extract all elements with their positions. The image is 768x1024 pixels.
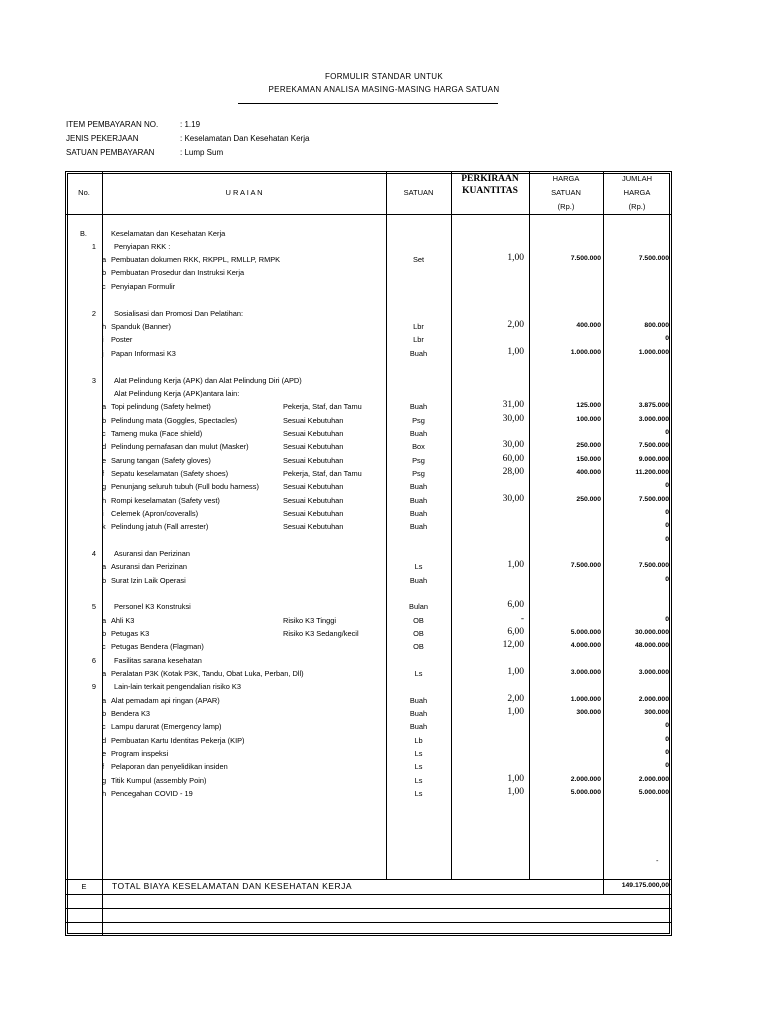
row-letter: e <box>102 749 107 758</box>
row-description: Sepatu keselamatan (Safety shoes) <box>111 469 229 478</box>
column-header-jumlah-3: (Rp.) <box>628 202 646 211</box>
row-unit: Lb <box>414 736 423 745</box>
row-description: Poster <box>111 335 133 344</box>
blank-row-rule-2 <box>66 922 671 923</box>
row-unit: Buah <box>409 722 428 731</box>
row-number: B. <box>80 229 87 238</box>
row-unit: Buah <box>409 576 428 585</box>
row-amount: 0 <box>665 509 669 516</box>
row-amount: 48.000.000 <box>634 642 669 649</box>
row-unit: Bulan <box>409 602 428 611</box>
row-description: Asuransi dan Perizinan <box>114 549 191 558</box>
row-amount: 7.500.000 <box>638 255 669 262</box>
row-description: Lain-lain terkait pengendalian risiko K3 <box>114 682 241 691</box>
row-amount: 0 <box>665 335 669 342</box>
meta-label: SATUAN PEMBAYARAN <box>66 148 155 157</box>
row-letter: g <box>102 776 107 785</box>
row-amount: 5.000.000 <box>638 789 669 796</box>
row-quantity: 2,00 <box>507 320 524 330</box>
row-letter: a <box>102 562 107 571</box>
row-amount: 0 <box>665 429 669 436</box>
row-description: Rompi keselamatan (Safety vest) <box>111 496 220 505</box>
row-description: Pembuatan Prosedur dan Instruksi Kerja <box>111 268 245 277</box>
header-rule <box>66 214 671 215</box>
row-unit-price: 250.000 <box>576 442 601 449</box>
row-description: Fasilitas sarana kesehatan <box>114 656 202 665</box>
row-description: Petugas Bendera (Flagman) <box>111 642 204 651</box>
row-description: Spanduk (Banner) <box>111 322 171 331</box>
row-letter: e <box>102 456 107 465</box>
row-quantity: 28,00 <box>502 467 524 477</box>
row-letter: a <box>102 669 107 678</box>
row-description: Sarung tangan (Safety gloves) <box>111 456 211 465</box>
row-unit: Set <box>412 255 425 264</box>
total-row-no: E <box>81 882 87 891</box>
row-unit: Ls <box>414 789 423 798</box>
row-description: Peralatan P3K (Kotak P3K, Tandu, Obat Luka, Perban, Dll) <box>111 669 304 678</box>
row-note: Sesuai Kebutuhan <box>283 509 344 518</box>
row-description: Surat Izin Laik Operasi <box>111 576 186 585</box>
row-note: Risiko K3 Tinggi <box>283 616 336 625</box>
meta-value: : Keselamatan Dan Kesehatan Kerja <box>180 134 310 143</box>
row-letter: c <box>102 642 106 651</box>
row-quantity: 1,00 <box>507 560 524 570</box>
row-letter: h <box>102 496 107 505</box>
row-letter: k <box>102 522 106 531</box>
row-quantity: 30,00 <box>502 414 524 424</box>
row-description: Bendera K3 <box>111 709 151 718</box>
row-quantity: 30,00 <box>502 494 524 504</box>
row-amount: 0 <box>665 749 669 756</box>
row-unit-price: 150.000 <box>576 456 601 463</box>
row-unit-price: 250.000 <box>576 496 601 503</box>
row-description: Lampu darurat (Emergency lamp) <box>111 722 222 731</box>
row-letter: b <box>102 576 107 585</box>
row-description: Petugas K3 <box>111 629 150 638</box>
row-letter: g <box>102 482 107 491</box>
row-note: Sesuai Kebutuhan <box>283 522 344 531</box>
row-quantity: 1,00 <box>507 667 524 677</box>
row-unit: OB <box>413 616 424 625</box>
row-number: 6 <box>91 656 96 665</box>
column-header-uraian: U R A I A N <box>225 188 263 197</box>
row-letter: h <box>102 322 107 331</box>
row-note: Sesuai Kebutuhan <box>283 416 344 425</box>
divider-kuantitas <box>529 172 530 879</box>
row-amount: 1.000.000 <box>638 349 669 356</box>
row-letter: b <box>102 416 107 425</box>
row-quantity: - <box>520 614 524 624</box>
row-unit: Ls <box>414 562 423 571</box>
row-number: 2 <box>91 309 96 318</box>
row-quantity: 1,00 <box>507 253 524 263</box>
row-description: Sosialisasi dan Promosi Dan Pelatihan: <box>114 309 243 318</box>
row-letter: d <box>102 442 107 451</box>
row-unit-price: 4.000.000 <box>570 642 601 649</box>
row-letter: a <box>102 696 107 705</box>
row-amount: 7.500.000 <box>638 496 669 503</box>
row-number: 1 <box>91 242 96 251</box>
column-header-harga-1: HARGA <box>552 174 580 183</box>
row-description: Penunjang seluruh tubuh (Full bodu harness) <box>111 482 259 491</box>
row-amount: 2.000.000 <box>638 696 669 703</box>
row-amount: 0 <box>665 576 669 583</box>
row-letter: c <box>102 282 106 291</box>
row-unit-price: 300.000 <box>576 709 601 716</box>
row-quantity: 1,00 <box>507 707 524 717</box>
row-description: Pencegahan COVID - 19 <box>111 789 193 798</box>
row-quantity: 6,00 <box>507 627 524 637</box>
row-unit: Psg <box>412 416 425 425</box>
row-amount: 0 <box>665 616 669 623</box>
row-number: 4 <box>91 549 96 558</box>
row-unit-price: 125.000 <box>576 402 601 409</box>
row-unit: Box <box>412 442 425 451</box>
stray-dash: - <box>656 856 659 865</box>
row-amount: 3.000.000 <box>638 416 669 423</box>
column-header-satuan: SATUAN <box>403 188 434 197</box>
meta-label: ITEM PEMBAYARAN NO. <box>66 120 159 129</box>
row-unit: Buah <box>409 496 428 505</box>
row-number: 5 <box>91 602 96 611</box>
row-unit: Ls <box>414 762 423 771</box>
row-description: Penyiapan Formulir <box>111 282 176 291</box>
row-description: Program inspeksi <box>111 749 169 758</box>
row-unit: Ls <box>414 749 423 758</box>
row-letter: d <box>102 736 107 745</box>
row-unit-price: 7.500.000 <box>570 562 601 569</box>
row-unit-price: 100.000 <box>576 416 601 423</box>
row-unit-price: 400.000 <box>576 469 601 476</box>
form-subtitle: PEREKAMAN ANALISA MASING-MASING HARGA SATUAN <box>268 85 500 94</box>
row-description: Alat Pelindung Kerja (APK)antara lain: <box>114 389 240 398</box>
row-letter: c <box>102 429 106 438</box>
row-letter: f <box>102 762 105 771</box>
row-amount: 30.000.000 <box>634 629 669 636</box>
row-number: 3 <box>91 376 96 385</box>
row-unit: Buah <box>409 349 428 358</box>
row-unit: Buah <box>409 696 428 705</box>
row-description: Topi pelindung (Safety helmet) <box>111 402 211 411</box>
column-header-kuantitas-1: PERKIRAAN <box>461 174 519 184</box>
row-unit: Buah <box>409 522 428 531</box>
total-rule-bottom <box>66 894 671 895</box>
row-unit: OB <box>413 642 424 651</box>
row-quantity: 60,00 <box>502 454 524 464</box>
row-note: Sesuai Kebutuhan <box>283 442 344 451</box>
row-description: Pembuatan dokumen RKK, RKPPL, RMLLP, RMPK <box>111 255 281 264</box>
form-title: FORMULIR STANDAR UNTUK <box>324 72 443 81</box>
column-header-kuantitas-2: KUANTITAS <box>462 186 518 196</box>
row-description: Ahli K3 <box>111 616 135 625</box>
row-note: Pekerja, Staf, dan Tamu <box>283 469 362 478</box>
row-unit-price: 2.000.000 <box>570 776 601 783</box>
row-note: Sesuai Kebutuhan <box>283 496 344 505</box>
row-amount: 0 <box>665 722 669 729</box>
row-amount: 0 <box>665 536 669 543</box>
row-unit: Lbr <box>413 335 424 344</box>
divider-satuan <box>451 172 452 879</box>
row-note: Risiko K3 Sedang/kecil <box>283 629 359 638</box>
total-rule-top <box>66 879 671 880</box>
row-amount: 800.000 <box>644 322 669 329</box>
row-amount: 2.000.000 <box>638 776 669 783</box>
row-letter: a <box>102 255 107 264</box>
row-description: Asuransi dan Perizinan <box>111 562 188 571</box>
row-letter: j <box>102 349 104 358</box>
row-unit-price: 3.000.000 <box>570 669 601 676</box>
row-description: Pembuatan Kartu Identitas Pekerja (KIP) <box>111 736 245 745</box>
row-quantity: 1,00 <box>507 347 524 357</box>
meta-value: : Lump Sum <box>180 148 224 157</box>
row-quantity: 12,00 <box>502 640 524 650</box>
blank-row-rule-1 <box>66 908 671 909</box>
row-letter: b <box>102 629 107 638</box>
row-unit: Buah <box>409 402 428 411</box>
row-description: Personel K3 Konstruksi <box>114 602 191 611</box>
row-unit-price: 5.000.000 <box>570 789 601 796</box>
total-row-label: TOTAL BIAYA KESELAMATAN DAN KESEHATAN KERJA <box>112 881 353 891</box>
row-description: Pelindung pernafasan dan mulut (Masker) <box>111 442 249 451</box>
row-description: Titik Kumpul (assembly Poin) <box>111 776 207 785</box>
meta-label: JENIS PEKERJAAN <box>66 134 139 143</box>
row-unit: Lbr <box>413 322 424 331</box>
row-description: Alat Pelindung Kerja (APK) dan Alat Pelindung Diri (APD) <box>114 376 302 385</box>
row-quantity: 6,00 <box>507 600 524 610</box>
row-unit: Buah <box>409 429 428 438</box>
row-description: Pelaporan dan penyelidikan insiden <box>111 762 228 771</box>
row-unit-price: 400.000 <box>576 322 601 329</box>
row-letter: i <box>102 335 104 344</box>
row-amount: 7.500.000 <box>638 442 669 449</box>
row-quantity: 2,00 <box>507 694 524 704</box>
total-row-amount: 149.175.000,00 <box>621 882 669 889</box>
row-quantity: 31,00 <box>502 400 524 410</box>
row-unit: Ls <box>414 669 423 678</box>
row-letter: h <box>102 789 107 798</box>
row-amount: 7.500.000 <box>638 562 669 569</box>
row-letter: b <box>102 268 107 277</box>
column-header-jumlah-2: HARGA <box>623 188 651 197</box>
row-description: Alat pemadam api ringan (APAR) <box>111 696 220 705</box>
row-description: Papan Informasi K3 <box>111 349 176 358</box>
row-letter: c <box>102 722 106 731</box>
row-note: Sesuai Kebutuhan <box>283 456 344 465</box>
row-description: Tameng muka (Face shield) <box>111 429 203 438</box>
row-letter: a <box>102 616 107 625</box>
row-letter: i <box>102 509 104 518</box>
column-header-harga-3: (Rp.) <box>557 202 575 211</box>
divider-harga <box>603 172 604 894</box>
meta-value: : 1.19 <box>180 120 201 129</box>
row-unit-price: 1.000.000 <box>570 349 601 356</box>
row-unit-price: 7.500.000 <box>570 255 601 262</box>
title-underline <box>238 103 498 104</box>
row-quantity: 1,00 <box>507 787 524 797</box>
row-unit: Buah <box>409 709 428 718</box>
row-quantity: 30,00 <box>502 440 524 450</box>
row-description: Celemek (Apron/coveralls) <box>111 509 199 518</box>
row-description: Penyiapan RKK : <box>114 242 171 251</box>
row-quantity: 1,00 <box>507 774 524 784</box>
row-description: Pelindung mata (Goggles, Spectacles) <box>111 416 238 425</box>
row-letter: b <box>102 709 107 718</box>
row-unit: Ls <box>414 776 423 785</box>
row-description: Keselamatan dan Kesehatan Kerja <box>111 229 226 238</box>
column-header-no: No. <box>78 188 90 197</box>
row-description: Pelindung jatuh (Fall arrester) <box>111 522 209 531</box>
row-amount: 11.200.000 <box>635 469 669 476</box>
analysis-table <box>65 171 672 936</box>
row-unit-price: 1.000.000 <box>570 696 601 703</box>
row-amount: 0 <box>665 762 669 769</box>
row-note: Pekerja, Staf, dan Tamu <box>283 402 362 411</box>
row-amount: 3.875.000 <box>638 402 669 409</box>
row-letter: f <box>102 469 105 478</box>
row-amount: 9.000.000 <box>638 456 669 463</box>
row-unit: Buah <box>409 482 428 491</box>
row-amount: 3.000.000 <box>638 669 669 676</box>
row-unit: Psg <box>412 456 425 465</box>
row-amount: 300.000 <box>644 709 669 716</box>
row-unit-price: 5.000.000 <box>570 629 601 636</box>
row-number: 9 <box>91 682 96 691</box>
column-header-harga-2: SATUAN <box>551 188 581 197</box>
row-unit: Buah <box>409 509 428 518</box>
row-unit: Psg <box>412 469 425 478</box>
column-header-jumlah-1: JUMLAH <box>621 174 652 183</box>
row-amount: 0 <box>665 736 669 743</box>
row-note: Sesuai Kebutuhan <box>283 482 344 491</box>
row-amount: 0 <box>665 522 669 529</box>
row-amount: 0 <box>665 482 669 489</box>
row-letter: a <box>102 402 107 411</box>
row-note: Sesuai Kebutuhan <box>283 429 344 438</box>
row-unit: OB <box>413 629 424 638</box>
